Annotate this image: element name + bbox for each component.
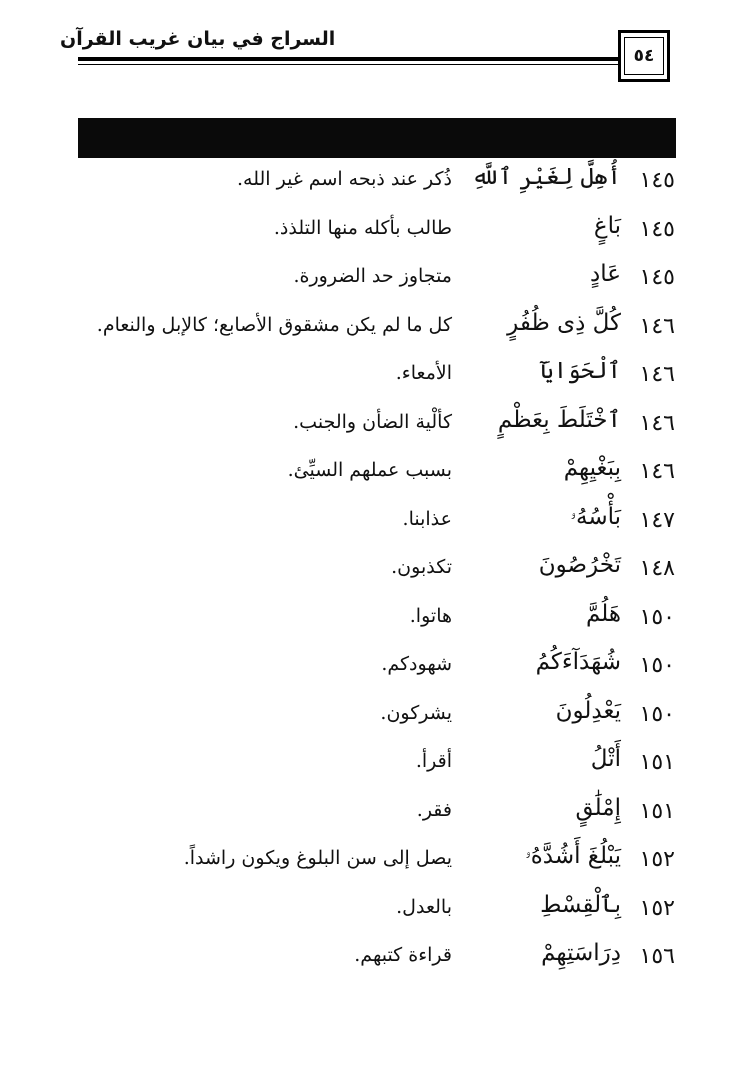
word-meaning: طالب بأكله منها التلذذ. <box>273 216 452 239</box>
page-number: ٥٤ <box>624 37 664 75</box>
glossary-entry <box>0 550 755 599</box>
word-meaning: الأمعاء. <box>395 362 452 384</box>
quran-word: شُهَدَآءَكُمُ <box>535 649 621 675</box>
glossary-entry <box>0 696 755 745</box>
quran-word: بِبَغْيِهِمْ <box>563 455 621 481</box>
quran-word: بَأْسُهُۥ <box>570 503 621 530</box>
glossary-entry <box>0 308 755 357</box>
quran-word: تَخْرُصُونَ <box>538 552 621 578</box>
section-header-band <box>78 118 676 158</box>
word-meaning: يصل إلى سن البلوغ ويكون راشداً. <box>183 847 452 869</box>
glossary-entry <box>0 793 755 842</box>
verse-number: ١٥١ <box>639 798 675 824</box>
quran-word: بَاغٍ <box>593 212 621 239</box>
word-meaning: بسبب عملهم السيِّئ. <box>287 459 452 481</box>
quran-word: دِرَاسَتِهِمْ <box>541 940 621 966</box>
word-meaning: ذُكر عند ذبحه اسم غير الله. <box>236 168 452 190</box>
verse-number: ١٤٦ <box>639 313 675 339</box>
quran-word: ٱخْتَلَطَ بِعَظْمٍ <box>497 406 621 433</box>
quran-word: عَادٍ <box>590 261 621 287</box>
word-meaning: هاتوا. <box>409 604 452 627</box>
verse-number: ١٤٥ <box>639 265 675 290</box>
quran-word: يَبْلُغَ أَشُدَّهُۥ <box>524 843 621 869</box>
verse-number: ١٤٥ <box>639 168 675 193</box>
glossary-entry <box>0 356 755 405</box>
verse-number: ١٥٢ <box>639 847 675 872</box>
glossary-entry <box>0 647 755 696</box>
word-meaning: فقر. <box>416 798 452 821</box>
glossary-entry <box>0 938 755 987</box>
word-meaning: بالعدل. <box>396 895 452 918</box>
quran-word: يَعْدِلُونَ <box>555 697 621 724</box>
verse-number: ١٥٠ <box>639 701 675 727</box>
glossary-entry <box>0 890 755 939</box>
verse-number: ١٥٦ <box>639 944 675 969</box>
word-meaning: كألْية الضأن والجنب. <box>293 410 452 433</box>
header-rule-thick <box>78 57 618 61</box>
glossary-entry <box>0 502 755 551</box>
quran-word: ٱلْحَوَايَآ <box>540 358 621 384</box>
verse-number: ١٥٠ <box>639 604 675 630</box>
glossary-list <box>0 162 755 987</box>
word-meaning: أقرأ. <box>415 750 452 772</box>
quran-word: بِٱلْقِسْطِ <box>540 891 621 918</box>
verse-number: ١٤٦ <box>639 410 675 436</box>
verse-number: ١٤٦ <box>639 459 675 484</box>
glossary-entry <box>0 744 755 793</box>
word-meaning: يشركون. <box>380 701 452 724</box>
page-title: السراج في بيان غريب القرآن <box>60 28 336 50</box>
verse-number: ١٤٦ <box>639 362 675 387</box>
word-meaning: شهودكم. <box>381 653 452 675</box>
glossary-entry <box>0 211 755 260</box>
verse-number: ١٤٧ <box>639 507 675 533</box>
word-meaning: تكذبون. <box>391 556 452 578</box>
header-rule-thin <box>78 64 618 65</box>
verse-number: ١٤٨ <box>639 556 675 581</box>
glossary-entry <box>0 453 755 502</box>
word-meaning: كل ما لم يكن مشقوق الأصابع؛ كالإبل والنعام. <box>96 313 452 336</box>
glossary-entry <box>0 405 755 454</box>
quran-word: هَلُمَّ <box>585 600 621 627</box>
quran-word: أُهِلَّ لِغَيْرِ ٱللَّهِ <box>471 164 621 190</box>
word-meaning: عذابنا. <box>402 507 452 530</box>
glossary-entry <box>0 259 755 308</box>
verse-number: ١٤٥ <box>639 216 675 242</box>
quran-word: إِمْلَٰقٍ <box>575 794 621 821</box>
verse-number: ١٥١ <box>639 750 675 775</box>
page-number-box <box>618 30 670 82</box>
verse-number: ١٥٠ <box>639 653 675 678</box>
quran-word: أَتْلُ <box>590 746 621 772</box>
verse-number: ١٥٢ <box>639 895 675 921</box>
quran-word: كُلَّ ذِى ظُفُرٍ <box>507 309 621 336</box>
word-meaning: متجاوز حد الضرورة. <box>293 265 452 287</box>
glossary-entry <box>0 162 755 211</box>
glossary-entry <box>0 599 755 648</box>
glossary-entry <box>0 841 755 890</box>
word-meaning: قراءة كتبهم. <box>354 944 452 966</box>
